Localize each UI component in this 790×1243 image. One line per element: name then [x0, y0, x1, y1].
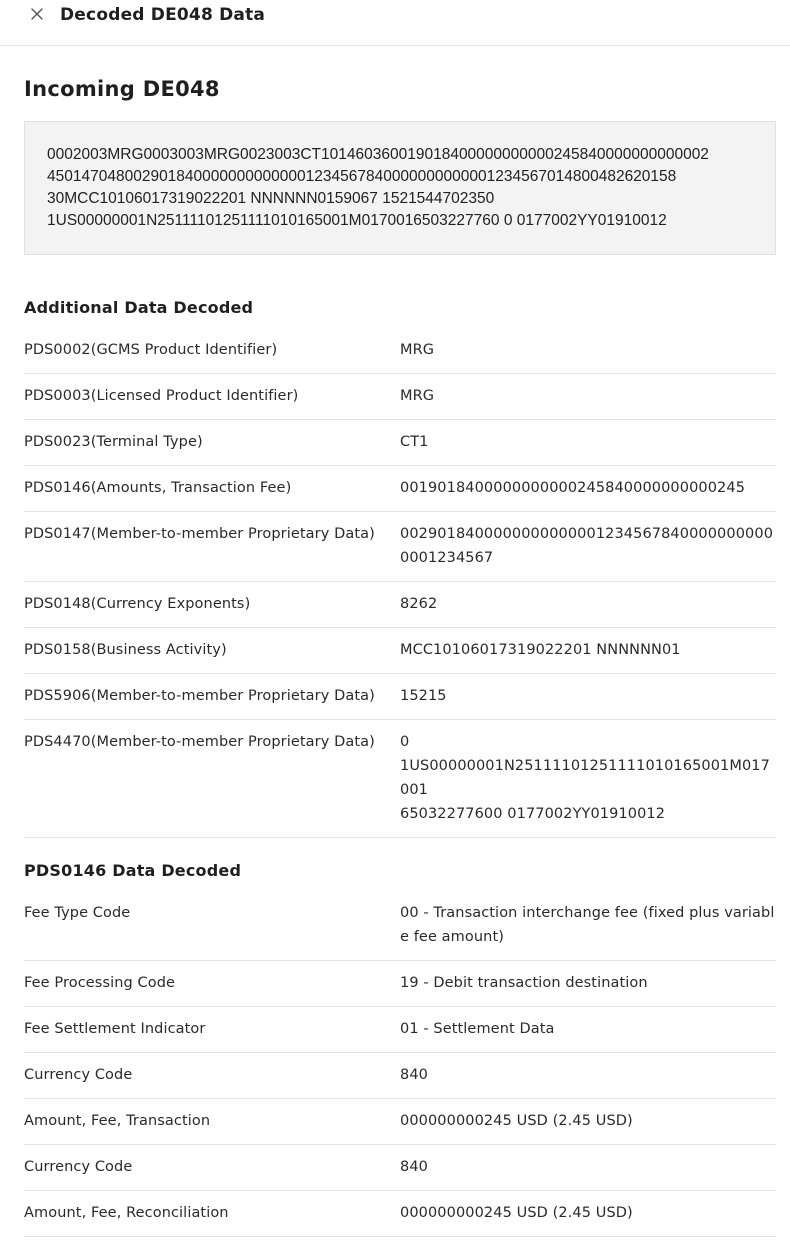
row-value: 00 - Transaction interchange fee (fixed plus variable fee amount) — [400, 905, 775, 945]
row-key: PDS5906(Member-to-member Proprietary Data) — [24, 688, 375, 704]
table-row — [24, 512, 776, 582]
modal-header — [0, 0, 790, 46]
row-key: PDS0003(Licensed Product Identifier) — [24, 388, 299, 404]
modal-title: Decoded DE048 Data — [60, 5, 266, 25]
close-button[interactable] — [26, 3, 48, 25]
raw-line: 0002003MRG0003003MRG0023003CT101460360019018400000000000245840000000000002 — [47, 146, 709, 163]
row-value: 15215 — [400, 688, 447, 704]
additional-data-table — [24, 328, 776, 838]
row-value: MCC10106017319022201 NNNNNN01 — [400, 642, 681, 658]
row-key: PDS0147(Member-to-member Proprietary Data) — [24, 526, 375, 542]
raw-line: 30MCC10106017319022201 NNNNNN0159067 1521544702350 — [47, 190, 495, 207]
row-key: PDS0023(Terminal Type) — [24, 434, 203, 450]
table-row — [24, 1099, 776, 1145]
row-value: 0019018400000000000245840000000000245 — [400, 480, 746, 496]
table-row — [24, 1191, 776, 1237]
table-row — [24, 720, 776, 838]
table-row — [24, 674, 776, 720]
row-value: CT1 — [400, 434, 429, 450]
pds0146-table — [24, 891, 776, 1237]
row-value: 840 — [400, 1067, 428, 1083]
row-key: Amount, Fee, Transaction — [24, 1113, 211, 1129]
table-row — [24, 374, 776, 420]
row-value: MRG — [400, 342, 435, 358]
row-value: 00290184000000000000012345678400000000000001234567 — [400, 526, 774, 566]
pds0146-title: PDS0146 Data Decoded — [24, 861, 242, 880]
row-value: 840 — [400, 1159, 428, 1175]
raw-line: 1US00000001N25111101251111010165001M0170016503227760 0 0177002YY01910012 — [47, 212, 667, 229]
row-value: 8262 — [400, 596, 438, 612]
table-row — [24, 466, 776, 512]
table-row — [24, 582, 776, 628]
row-value: 01 - Settlement Data — [400, 1021, 555, 1037]
row-key: Fee Settlement Indicator — [24, 1021, 206, 1037]
additional-data-title: Additional Data Decoded — [24, 298, 254, 317]
row-key: Fee Type Code — [24, 905, 131, 921]
row-key: PDS0148(Currency Exponents) — [24, 596, 251, 612]
table-row — [24, 1053, 776, 1099]
table-row — [24, 420, 776, 466]
raw-line: 4501470480029018400000000000001234567840000000000001234567014800482620158 — [47, 168, 677, 185]
row-key: Currency Code — [24, 1159, 133, 1175]
row-value: 0 1US00000001N25111101251111010165001M017001 65032277600 0177002YY01910012 — [400, 734, 770, 822]
table-row — [24, 961, 776, 1007]
table-row — [24, 328, 776, 374]
row-key: Amount, Fee, Reconciliation — [24, 1205, 229, 1221]
row-key: PDS0002(GCMS Product Identifier) — [24, 342, 278, 358]
row-value: 000000000245 USD (2.45 USD) — [400, 1205, 633, 1221]
row-value: 000000000245 USD (2.45 USD) — [400, 1113, 633, 1129]
row-key: Currency Code — [24, 1067, 133, 1083]
raw-de048-box — [24, 121, 776, 255]
incoming-title: Incoming DE048 — [24, 77, 220, 101]
table-row — [24, 891, 776, 961]
row-key: PDS0158(Business Activity) — [24, 642, 227, 658]
row-value: MRG — [400, 388, 435, 404]
table-row — [24, 1007, 776, 1053]
row-key: PDS4470(Member-to-member Proprietary Data) — [24, 734, 375, 750]
row-key: Fee Processing Code — [24, 975, 176, 991]
table-row — [24, 628, 776, 674]
row-value: 19 - Debit transaction destination — [400, 975, 648, 991]
row-key: PDS0146(Amounts, Transaction Fee) — [24, 480, 292, 496]
close-icon — [30, 7, 44, 21]
table-row — [24, 1145, 776, 1191]
